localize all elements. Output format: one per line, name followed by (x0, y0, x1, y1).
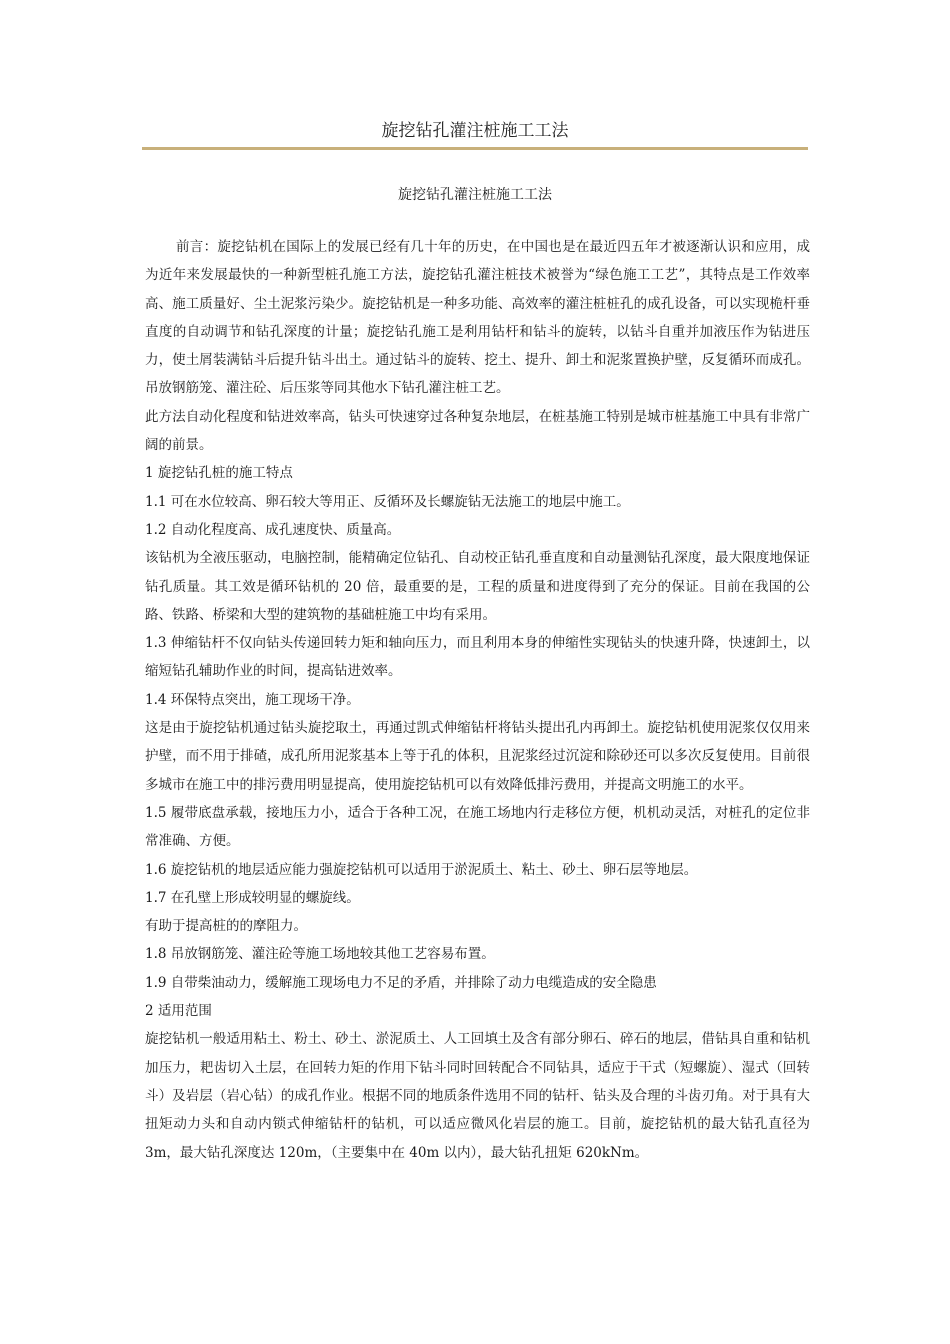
paragraph: 此方法自动化程度和钻进效率高，钻头可快速穿过各种复杂地层，在桩基施工特别是城市桩基施工中具有非常广阔的前景。 (145, 408, 810, 454)
paragraph-preface: 前言：旋挖钻机在国际上的发展已经有几十年的历史，在中国也是在最近四五年才被逐渐认识和应用，成为近年来发展最快的一种新型桩孔施工方法，旋挖钻孔灌注桩技术被誉为“绿色施工工艺”，其特点是工作效率高、施工质量好、尘土泥浆污染少。旋挖钻机是一种多功能、高效率的灌注桩桩孔的成孔设备，可以实现桅杆垂直度的自动调节和钻孔深度的计量；旋挖钻孔施工是利用钻杆和钻斗的旋转，以钻斗自重并加液压作为钻进压力，使土屑装满钻斗后提升钻斗出土。通过钻斗的旋转、挖土、提升、卸土和泥浆置换护壁，反复循环而成孔。吊放钢筋笼、灌注砼、后压浆等同其他水下钻孔灌注桩工艺。 (145, 239, 810, 397)
list-item: 1.2 自动化程度高、成孔速度快、质量高。 (145, 521, 401, 538)
list-item: 1.3 伸缩钻杆不仅向钻头传递回转力矩和轴向压力，而且利用本身的伸缩性实现钻头的快速升降，快速卸土，以缩短钻孔辅助作业的时间，提高钻进效率。 (145, 635, 810, 680)
list-item: 1.1 可在水位较高、卵石较大等用正、反循环及长螺旋钻无法施工的地层中施工。 (145, 493, 630, 510)
paragraph: 旋挖钻机一般适用粘土、粉土、砂土、淤泥质土、人工回填土及含有部分卵石、碎石的地层，借钻具自重和钻机加压力，耙齿切入土层，在回转力矩的作用下钻斗同时回转配合不同钻具，适应于干式（短螺旋）、湿式（回转斗）及岩层（岩心钻）的成孔作业。根据不同的地质条件选用不同的钻杆、钻头及合理的斗齿刃角。对于具有大扭矩动力头和自动内锁式伸缩钻杆的钻机，可以适应微风化岩层的施工。目前，旋挖钻机的最大钻孔直径为 3m，最大钻孔深度达 120m，（主要集中在 40m 以内），最大钻孔扭矩 620kNm。 (145, 1031, 810, 1161)
paragraph: 这是由于旋挖钻机通过钻头旋挖取土，再通过凯式伸缩钻杆将钻头提出孔内再卸土。旋挖钻机使用泥浆仅仅用来护壁，而不用于排碴，成孔所用泥浆基本上等于孔的体积，且泥浆经过沉淀和除砂还可以多次反复使用。目前很多城市在施工中的排污费用明显提高，使用旋挖钻机可以有效降低排污费用，并提高文明施工的水平。 (145, 720, 810, 793)
list-item: 1.8 吊放钢筋笼、灌注砼等施工场地较其他工艺容易布置。 (145, 946, 495, 963)
list-item: 1.4 环保特点突出，施工现场干净。 (145, 691, 360, 708)
section-heading: 2 适用范围 (145, 1003, 212, 1020)
list-item: 1.9 自带柴油动力，缓解施工现场电力不足的矛盾，并排除了动力电缆造成的安全隐患 (145, 974, 657, 991)
header-divider (142, 147, 808, 150)
paragraph: 该钻机为全液压驱动，电脑控制，能精确定位钻孔、自动校正钻孔垂直度和自动量测钻孔深度，最大限度地保证钻孔质量。其工效是循环钻机的 20 倍，最重要的是，工程的质量和进度得到了充分的保证。目前在我国的公路、铁路、桥梁和大型的建筑物的基础桩施工中均有采用。 (145, 550, 810, 623)
paragraph: 有助于提高桩的的摩阻力。 (145, 918, 307, 935)
list-item: 1.6 旋挖钻机的地层适应能力强旋挖钻机可以适用于淤泥质土、粘土、砂土、卵石层等地层。 (145, 861, 698, 878)
list-item: 1.5 履带底盘承载，接地压力小，适合于各种工况，在施工场地内行走移位方便，机机动灵活，对桩孔的定位非常准确、方便。 (145, 804, 810, 850)
document-title: 旋挖钻孔灌注桩施工工法 (398, 187, 552, 203)
list-item: 1.7 在孔壁上形成较明显的螺旋线。 (145, 889, 360, 906)
page-header-title: 旋挖钻孔灌注桩施工工法 (381, 121, 569, 141)
section-heading: 1 旋挖钻孔桩的施工特点 (145, 465, 293, 482)
document-body (145, 233, 810, 1167)
